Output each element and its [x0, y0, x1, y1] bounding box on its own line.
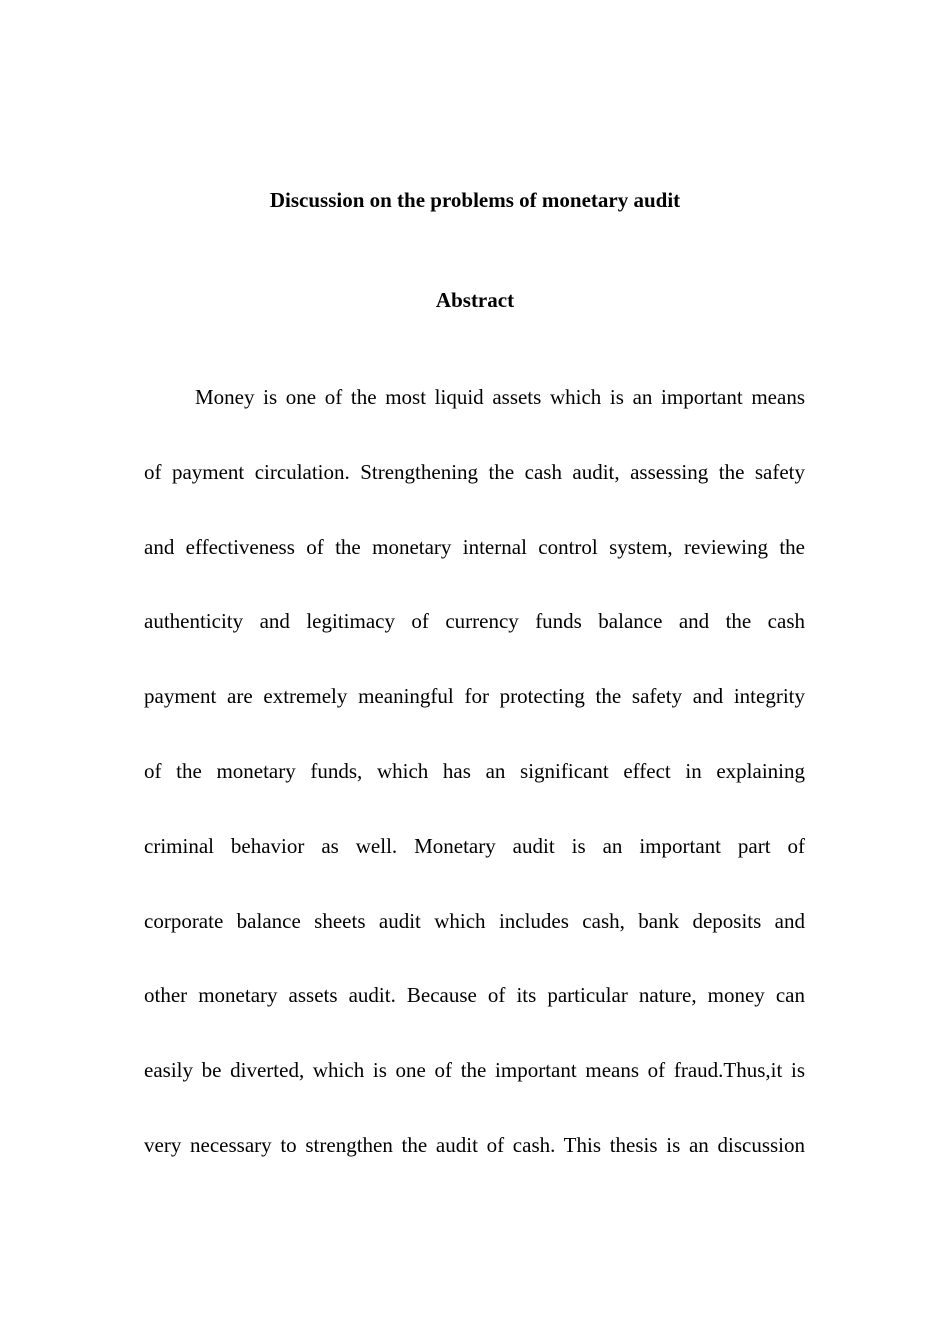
abstract-line: and effectiveness of the monetary internal control system, reviewing the — [144, 534, 805, 559]
abstract-heading: Abstract — [435, 288, 515, 312]
abstract-line: Money is one of the most liquid assets which is an important means — [195, 385, 805, 409]
abstract-line: authenticity and legitimacy of currency funds balance and the cash — [144, 609, 805, 634]
abstract-line: easily be diverted, which is one of the important means of fraud.Thus,it is — [144, 1058, 805, 1083]
abstract-line: of the monetary funds, which has an significant effect in explaining — [144, 758, 805, 783]
abstract-line: criminal behavior as well. Monetary audit is an important part of — [144, 833, 805, 858]
abstract-line: of payment circulation. Strengthening the cash audit, assessing the safety — [144, 459, 805, 484]
abstract-line: other monetary assets audit. Because of its particular nature, money can — [144, 983, 805, 1008]
abstract-line: very necessary to strengthen the audit of cash. This thesis is an discussion — [144, 1132, 805, 1157]
abstract-line: payment are extremely meaningful for protecting the safety and integrity — [144, 684, 805, 709]
abstract-body — [144, 360, 805, 1183]
document-title: Discussion on the problems of monetary audit — [269, 188, 681, 212]
abstract-line: corporate balance sheets audit which includes cash, bank deposits and — [144, 908, 805, 933]
